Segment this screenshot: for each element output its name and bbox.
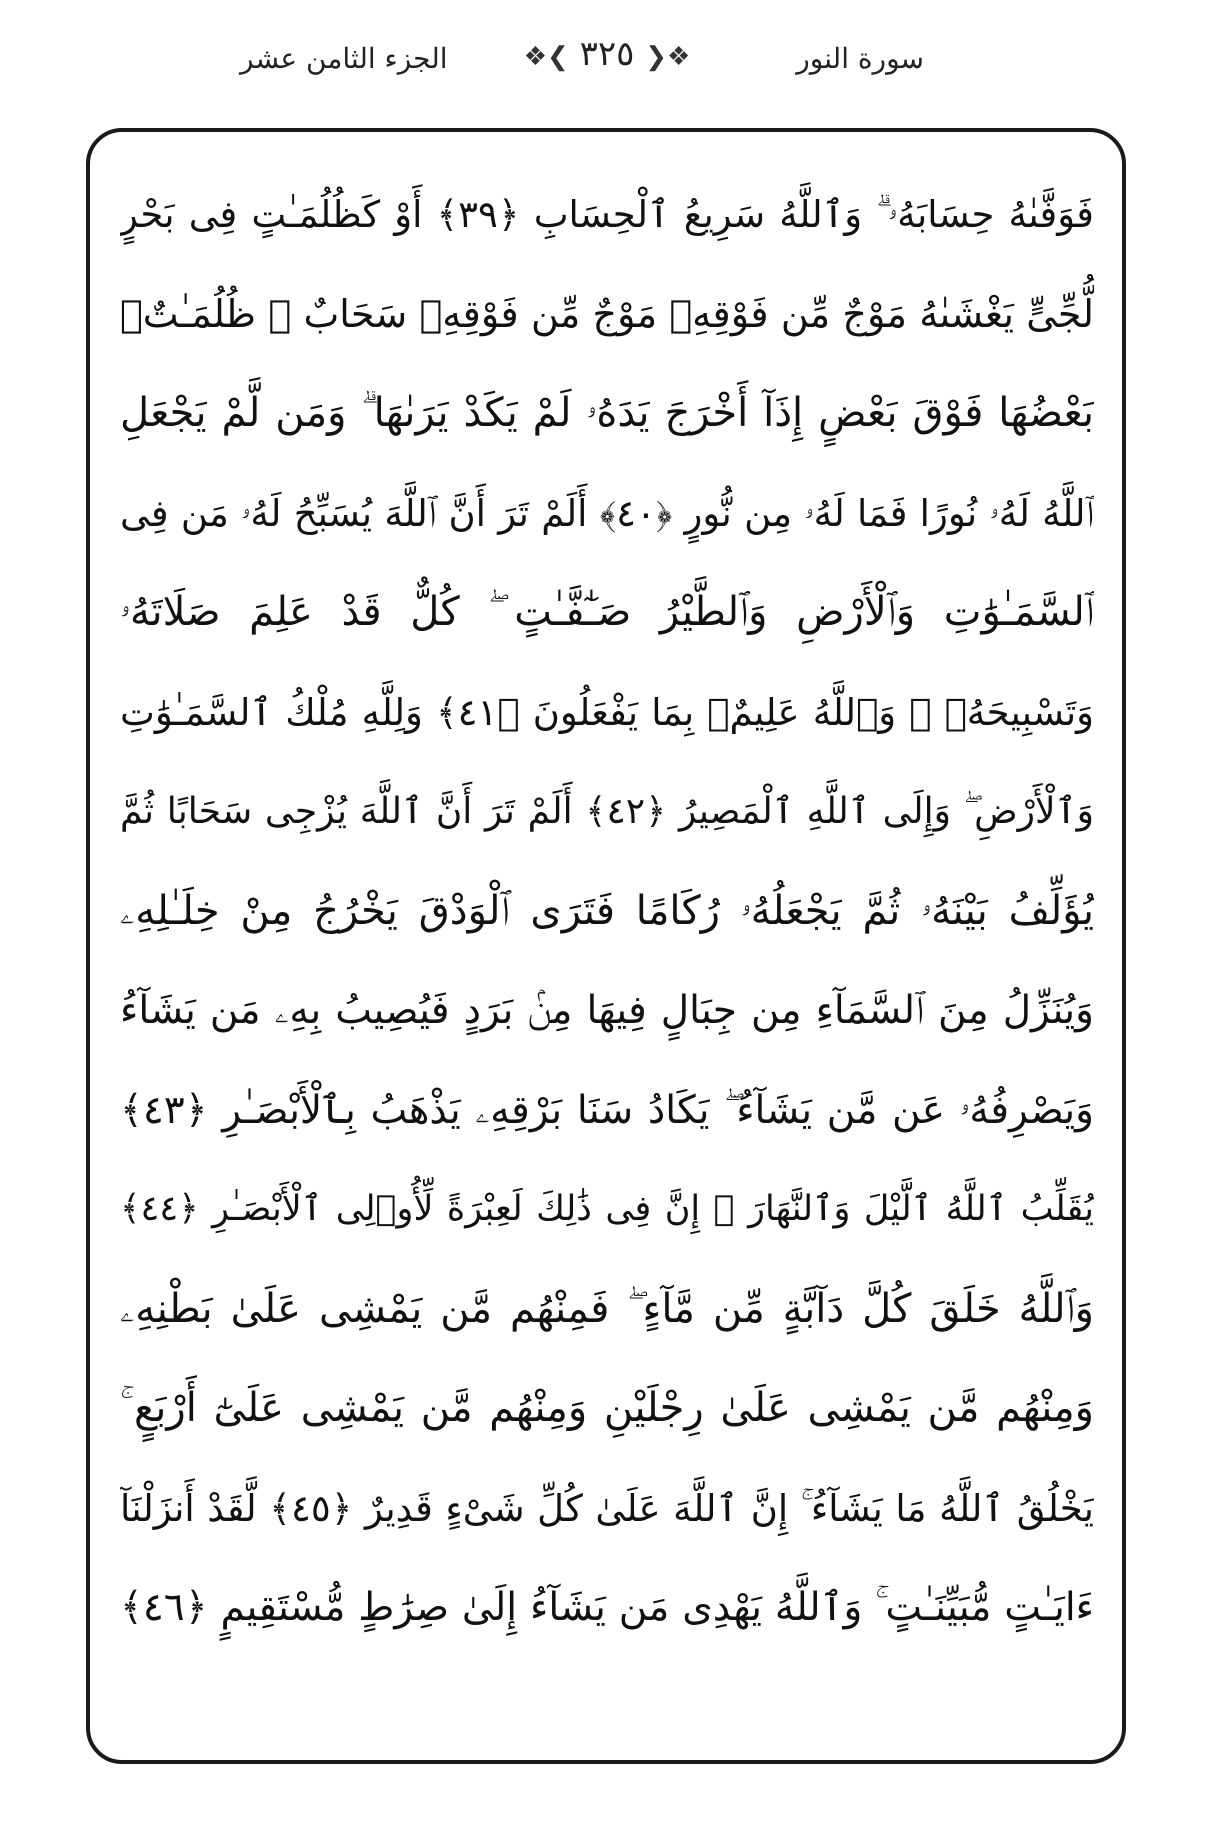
text-line: ٱللَّهُ لَهُۥ نُورًا فَمَا لَهُۥ مِن نُّورٍ ﴿٤٠﴾ أَلَمْ تَرَ أَنَّ ٱللَّهَ يُسَبِّحُ لَهُۥ مَن فِى xyxy=(120,491,1094,535)
text-line: وَتَسْبِيحَهُۥ ۗ وَٱللَّهُ عَلِيمٌۢ بِمَا يَفْعَلُونَ ﴿٤١﴾ وَلِلَّهِ مُلْكُ ٱلسَّمَـٰوَٰتِ xyxy=(120,690,1094,734)
quran-text-body xyxy=(120,165,1094,1658)
text-line: يَخْلُقُ ٱللَّهُ مَا يَشَآءُ ۚ إِنَّ ٱللَّهَ عَلَىٰ كُلِّ شَىْءٍ قَدِيرٌ ﴿٤٥﴾ لَّقَدْ أَنزَلْنَآ xyxy=(120,1486,1094,1530)
text-line: لُّجِّىٍّ يَغْشَىٰهُ مَوْجٌ مِّن فَوْقِهِۦ مَوْجٌ مِّن فَوْقِهِۦ سَحَابٌ ۚ ظُلُمَـٰتٌۢ xyxy=(120,291,1094,336)
page-number xyxy=(524,34,691,74)
text-line: وَيَصْرِفُهُۥ عَن مَّن يَشَآءُ ۖ يَكَادُ سَنَا بَرْقِهِۦ يَذْهَبُ بِٱلْأَبْصَـٰرِ ﴿٤٣﴾ xyxy=(120,1087,1094,1133)
text-line: يُؤَلِّفُ بَيْنَهُۥ ثُمَّ يَجْعَلُهُۥ رُكَامًا فَتَرَى ٱلْوَدْقَ يَخْرُجُ مِنْ خِلَـٰلِهِۦ xyxy=(120,887,1094,934)
ornament-right-icon: ❯❖ xyxy=(645,42,691,72)
text-line: فَوَفَّىٰهُ حِسَابَهُۥ ۗ وَٱللَّهُ سَرِيعُ ٱلْحِسَابِ ﴿٣٩﴾ أَوْ كَظُلُمَـٰتٍ فِى بَحْرٍ xyxy=(120,193,1094,236)
text-line: ءَايَـٰتٍ مُّبَيِّنَـٰتٍ ۚ وَٱللَّهُ يَهْدِى مَن يَشَآءُ إِلَىٰ صِرَٰطٍ مُّسْتَقِيمٍ ﴿٤٦﴾ xyxy=(120,1585,1094,1630)
juz-label: الجزء الثامن عشر xyxy=(240,42,448,75)
page-number-value: ٣٢٥ xyxy=(579,34,635,74)
text-line: وَٱللَّهُ خَلَقَ كُلَّ دَآبَّةٍ مِّن مَّآءٍ ۖ فَمِنْهُم مَّن يَمْشِى عَلَىٰ بَطْنِهِۦ xyxy=(120,1285,1094,1332)
text-line: يُقَلِّبُ ٱللَّهُ ٱلَّيْلَ وَٱلنَّهَارَ ۚ إِنَّ فِى ذَٰلِكَ لَعِبْرَةً لِّأُو۟لِى ٱلْأَبْصَـٰرِ ﴿٤٤﴾ xyxy=(120,1189,1094,1229)
ornament-left-icon: ❖❮ xyxy=(523,42,569,72)
surah-label: سورة النور xyxy=(796,42,924,75)
text-line: وَمِنْهُم مَّن يَمْشِى عَلَىٰ رِجْلَيْنِ وَمِنْهُم مَّن يَمْشِى عَلَىٰٓ أَرْبَعٍ ۚ xyxy=(120,1385,1094,1431)
text-line: وَيُنَزِّلُ مِنَ ٱلسَّمَآءِ مِن جِبَالٍ فِيهَا مِنۢ بَرَدٍ فَيُصِيبُ بِهِۦ مَن يَشَآءُ xyxy=(120,988,1094,1033)
text-line: بَعْضُهَا فَوْقَ بَعْضٍ إِذَآ أَخْرَجَ يَدَهُۥ لَمْ يَكَدْ يَرَىٰهَا ۗ وَمَن لَّمْ يَجْعَلِ xyxy=(120,390,1094,436)
text-line: ٱلسَّمَـٰوَٰتِ وَٱلْأَرْضِ وَٱلطَّيْرُ صَـٰٓفَّـٰتٍ ۖ كُلٌّ قَدْ عَلِمَ صَلَاتَهُۥ xyxy=(120,589,1094,635)
text-line: وَٱلْأَرْضِ ۖ وَإِلَى ٱللَّهِ ٱلْمَصِيرُ ﴿٤٢﴾ أَلَمْ تَرَ أَنَّ ٱللَّهَ يُزْجِى سَحَابًا ثُمَّ xyxy=(120,791,1094,832)
page-header xyxy=(0,30,1214,100)
